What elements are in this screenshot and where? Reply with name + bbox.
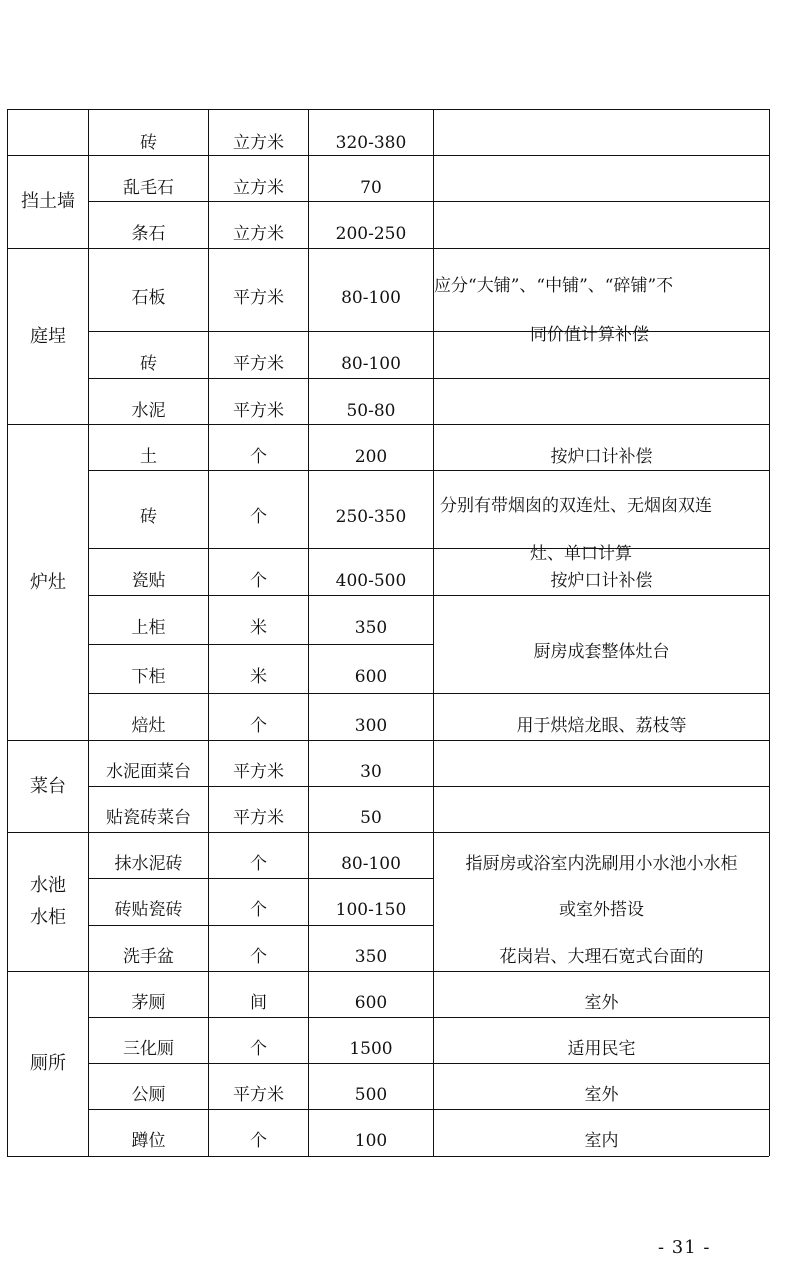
unit-cell: 间 [250,992,267,1013]
unit-cell: 平方米 [233,761,284,782]
group-retaining-wall: 挡土墙 [21,191,75,212]
item-cell: 砖 [140,506,157,527]
price-cell: 100-150 [335,899,407,920]
unit-cell: 个 [250,1130,267,1151]
note-cell: 厨房成套整体灶台 [533,641,670,662]
note-cell: 或室外搭设 [559,899,644,920]
unit-cell: 平方米 [233,807,284,828]
table-border-top [7,109,769,110]
note-cell [434,471,769,564]
group-toilet: 厕所 [30,1053,66,1074]
item-cell: 贴瓷砖菜台 [106,807,191,828]
unit-cell: 平方米 [233,287,284,308]
price-cell: 600 [354,666,388,687]
price-cell: 80-100 [341,353,401,374]
note-cell: 按炉口计补偿 [550,446,653,467]
unit-cell: 米 [250,617,267,638]
group-water-line1: 水池 [30,875,66,896]
unit-cell: 立方米 [233,177,284,198]
unit-cell: 米 [250,666,267,687]
unit-cell: 平方米 [233,400,284,421]
price-cell: 1500 [349,1038,393,1059]
item-cell: 洗手盆 [123,946,174,967]
note-line: 同价值计算补偿 [530,325,649,345]
note-cell: 室内 [584,1130,619,1151]
item-cell: 公厕 [131,1084,166,1105]
group-water-line2: 水柜 [30,907,66,928]
item-cell: 上柜 [131,617,166,638]
table-border-right [769,109,770,1156]
item-cell: 土 [140,446,157,467]
unit-cell: 个 [250,899,267,920]
item-cell: 石板 [131,287,166,308]
item-cell: 焙灶 [131,715,166,736]
item-cell: 水泥 [131,400,166,421]
item-cell: 瓷贴 [131,570,166,591]
unit-cell: 立方米 [233,223,284,244]
note-cell: 适用民宅 [567,1038,636,1059]
price-cell: 600 [354,992,388,1013]
row-divider [88,331,769,332]
item-cell: 条石 [131,223,166,244]
unit-cell: 个 [250,506,267,527]
unit-cell: 个 [250,853,267,874]
price-cell: 350 [354,617,388,638]
unit-cell: 平方米 [233,1084,284,1105]
item-cell: 水泥面菜台 [106,761,191,782]
group-courtyard: 庭埕 [30,325,66,347]
unit-cell: 个 [250,1038,267,1059]
price-cell: 100 [354,1130,388,1151]
group-stove: 炉灶 [30,571,66,593]
note-cell: 按炉口计补偿 [550,570,653,591]
unit-cell: 立方米 [233,132,284,153]
row-divider [88,548,769,549]
price-cell: 500 [354,1084,388,1105]
price-cell: 300 [354,715,388,736]
note-line: 分别有带烟囱的双连灶、无烟囱双连 [440,496,712,516]
note-cell: 室外 [584,1084,619,1105]
price-cell: 50-80 [346,400,396,421]
note-cell: 室外 [584,992,619,1013]
note-cell: 用于烘焙龙眼、荔枝等 [516,715,687,736]
note-cell: 花岗岩、大理石宽式台面的 [499,946,704,967]
page-number: - 31 - [658,1237,711,1258]
note-cell: 指厨房或浴室内洗刷用小水池小水柜 [465,853,738,874]
unit-cell: 个 [250,446,267,467]
price-cell: 70 [360,177,382,198]
item-cell: 砖 [140,132,157,153]
price-cell: 200 [354,446,388,467]
item-cell: 砖 [140,353,157,374]
item-cell: 蹲位 [131,1130,166,1151]
price-cell: 50 [360,807,382,828]
note-line: 灶、单口计算 [530,544,632,564]
unit-cell: 个 [250,715,267,736]
price-cell: 80-100 [341,287,401,308]
price-cell: 30 [360,761,382,782]
item-cell: 下柜 [131,666,166,687]
note-line: 应分“大铺”、“中铺”、“碎铺”不 [434,276,674,296]
price-cell: 200-250 [335,223,407,244]
item-cell: 三化厕 [123,1038,174,1059]
unit-cell: 个 [250,946,267,967]
item-cell: 乱毛石 [123,177,174,198]
group-water [8,833,88,971]
price-cell: 80-100 [341,853,401,874]
item-cell: 茅厕 [131,992,166,1013]
unit-cell: 平方米 [233,353,284,374]
item-cell: 抹水泥砖 [114,853,183,874]
price-cell: 400-500 [335,570,407,591]
price-cell: 250-350 [335,506,407,527]
unit-cell: 个 [250,570,267,591]
item-cell: 砖贴瓷砖 [114,899,183,920]
group-counter: 菜台 [30,775,66,797]
note-cell [434,249,769,345]
price-cell: 320-380 [335,132,407,153]
price-cell: 350 [354,946,388,967]
